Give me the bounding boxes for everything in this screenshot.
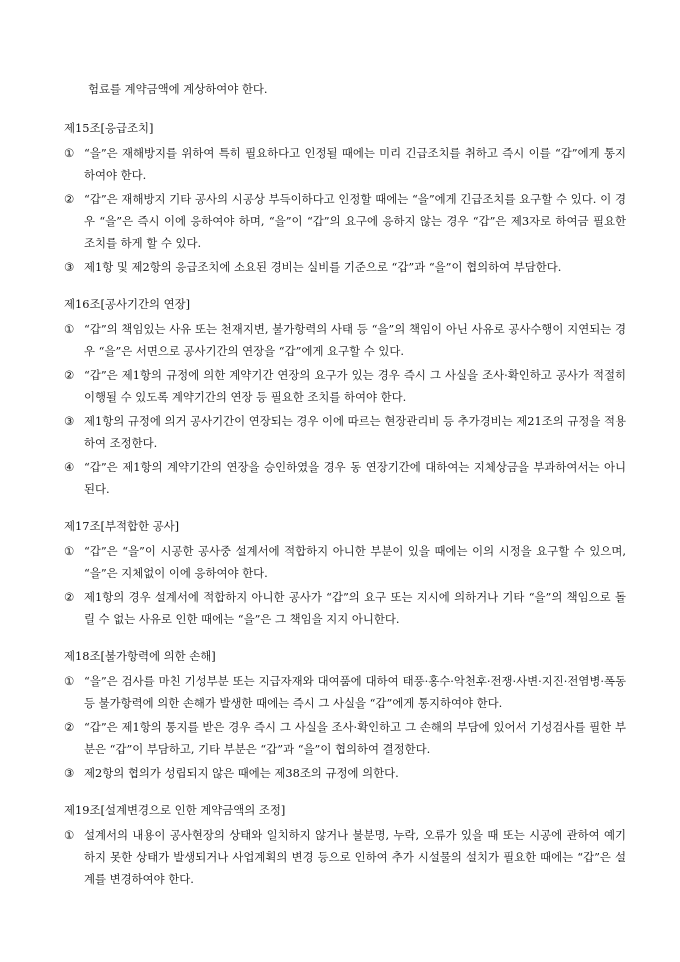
clause-text: “갑”은 제1항의 통지를 받은 경우 즉시 그 사실을 조사·확인하고 그 손해의 부담에 있어서 기성검사를 필한 부분은 “갑”이 부담하고, 기타 부분은 “갑”과 “을”이 협의하여 결정한다. <box>84 720 626 756</box>
clause-number: ② <box>64 720 75 734</box>
clause-text: “갑”의 책임있는 사유 또는 천재지변, 불가항력의 사태 등 “을”의 책임이 아닌 사유로 공사수행이 지연되는 경우 “을”은 서면으로 공사기간의 연장을 “갑”에게 요구할 수 있다. <box>84 322 626 358</box>
article <box>64 645 626 784</box>
clause <box>64 716 626 760</box>
clause <box>64 540 626 584</box>
clause <box>64 824 626 890</box>
clause <box>64 188 626 254</box>
clause-text: “갑”은 제1항의 계약기간의 연장을 승인하였을 경우 동 연장기간에 대하여는 지체상금을 부과하여서는 아니된다. <box>84 460 626 496</box>
clause-number: ① <box>64 674 75 688</box>
clause-number: ③ <box>64 414 75 428</box>
clause-number: ③ <box>64 766 75 780</box>
clause-number: ① <box>64 322 75 336</box>
clause-text: “을”은 검사를 마친 기성부분 또는 지급자재와 대여품에 대하여 태풍·홍수·악천후·전쟁·사변·지진·전염병·폭동 등 불가항력에 의한 손해가 발생한 때에는 즉시 그 사실을 “갑”에게 통지하여야 한다. <box>84 674 626 710</box>
clause <box>64 256 626 278</box>
clause-number: ① <box>64 544 75 558</box>
article-heading: 제17조[부적합한 공사] <box>64 519 180 533</box>
clause-number: ④ <box>64 460 75 474</box>
article-heading: 제15조[응급조치] <box>64 121 154 135</box>
clause-text: “갑”은 제1항의 규정에 의한 계약기간 연장의 요구가 있는 경우 즉시 그 사실을 조사·확인하고 공사가 적절히 이행될 수 있도록 계약기간의 연장 등 필요한 조치를 하여야 한다. <box>84 368 626 404</box>
clause-number: ② <box>64 368 75 382</box>
clause <box>64 318 626 362</box>
clause <box>64 410 626 454</box>
article <box>64 293 626 500</box>
clause-text: “을”은 재해방지를 위하여 특히 필요하다고 인정될 때에는 미리 긴급조치를 취하고 즉시 이를 “갑”에게 통지하여야 한다. <box>84 146 626 182</box>
clause-text: 제1항의 규정에 의거 공사기간이 연장되는 경우 이에 따르는 현장관리비 등 추가경비는 제21조의 규정을 적용하여 조정한다. <box>84 414 626 450</box>
clause-text: 제2항의 협의가 성립되지 않은 때에는 제38조의 규정에 의한다. <box>84 766 399 780</box>
article <box>64 515 626 630</box>
clause-number: ② <box>64 192 75 206</box>
article-heading: 제18조[불가항력에 의한 손해] <box>64 649 216 663</box>
clause <box>64 762 626 784</box>
article <box>64 117 626 278</box>
clause <box>64 456 626 500</box>
clause-text: “갑”은 “을”이 시공한 공사중 설계서에 적합하지 아니한 부분이 있을 때에는 이의 시정을 요구할 수 있으며, “을”은 지체없이 이에 응하여야 한다. <box>84 544 626 580</box>
articles <box>64 117 626 890</box>
clause-number: ① <box>64 146 75 160</box>
article-heading: 제19조[설계변경으로 인한 계약금액의 조정] <box>64 803 286 817</box>
clause <box>64 364 626 408</box>
clause-text: 제1항의 경우 설계서에 적합하지 아니한 공사가 “갑”의 요구 또는 지시에 의하거나 기타 “을”의 책임으로 돌릴 수 없는 사유로 인한 때에는 “을”은 그 책임을 지지 아니한다. <box>84 590 626 626</box>
clause-number: ② <box>64 590 75 604</box>
article-heading: 제16조[공사기간의 연장] <box>64 297 191 311</box>
clause <box>64 142 626 186</box>
clause-text: 설계서의 내용이 공사현장의 상태와 일치하지 않거나 불분명, 누락, 오류가 있을 때 또는 시공에 관하여 예기하지 못한 상태가 발생되거나 사업계획의 변경 등으로 인하여 추가 시설물의 설치가 필요한 때에는 “갑”은 설계를 변경하여야 한다. <box>84 828 626 886</box>
clause-text: “갑”은 재해방지 기타 공사의 시공상 부득이하다고 인정할 때에는 “을”에게 긴급조치를 요구할 수 있다. 이 경우 “을”은 즉시 이에 응하여야 하며, “을”이 “갑”의 요구에 응하지 않는 경우 “갑”은 제3자로 하여금 필요한 조치를 하게 할 수 있다. <box>84 192 626 250</box>
clause <box>64 670 626 714</box>
article <box>64 799 626 890</box>
continuation-text: 험료를 계약금액에 계상하여야 한다. <box>88 82 268 96</box>
clause <box>64 586 626 630</box>
clause-text: 제1항 및 제2항의 응급조치에 소요된 경비는 실비를 기준으로 “갑”과 “을”이 협의하여 부담한다. <box>84 260 562 274</box>
clause-number: ① <box>64 828 75 842</box>
clause-number: ③ <box>64 260 75 274</box>
